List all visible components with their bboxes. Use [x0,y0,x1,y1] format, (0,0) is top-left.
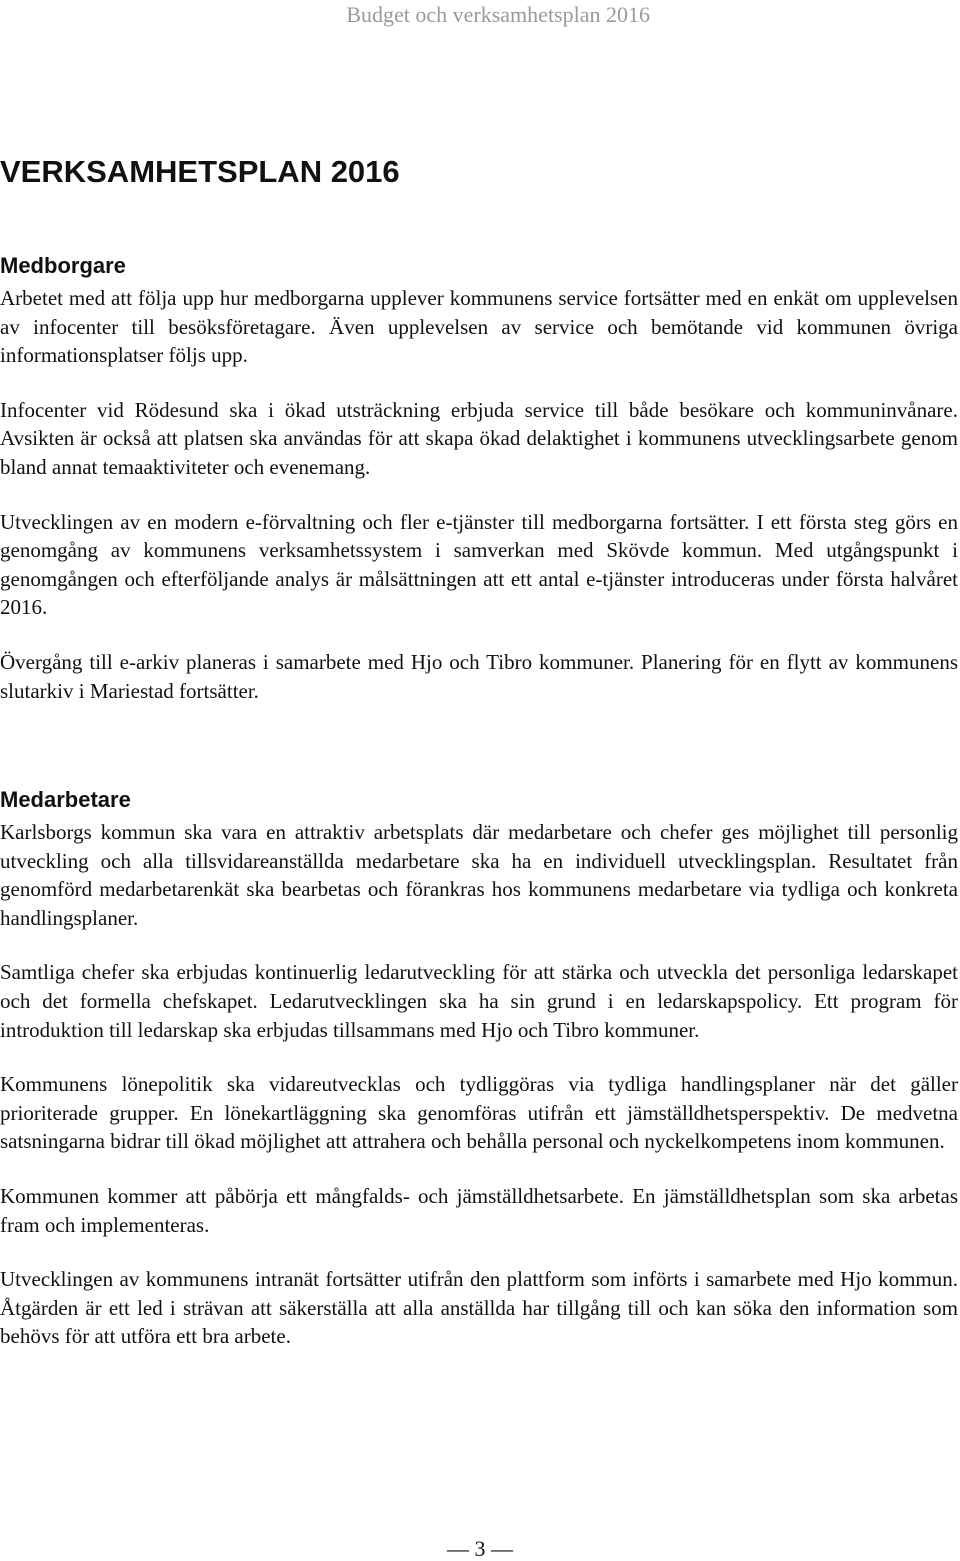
paragraph: Utvecklingen av kommunens intranät fortsätter utifrån den plattform som införts i samarbete med Hjo kommun. Åtgärden är ett led i strävan att säkerställa att alla anställda har tillgång till och kan söka den information som behövs för att utföra ett bra arbete. [0,1267,958,1349]
section-medborgare [0,252,958,705]
paragraph: Arbetet med att följa upp hur medborgarna upplever kommunens service fortsätter med en enkät om upplevelsen av infocenter till besöksföretagare. Även upplevelsen av service och bemötande vid kommunen övriga informationsplatser följs upp. [0,286,958,368]
paragraph: Infocenter vid Rödesund ska i ökad utsträckning erbjuda service till både besökare och kommuninvånare. Avsikten är också att platsen ska användas för att skapa ökad delaktighet i kommunens utvecklingsarbete genom bland annat temaaktiviteter och evenemang. [0,397,958,479]
running-header: Budget och verksamhetsplan 2016 [346,2,650,27]
section-heading: Medarbetare [0,787,131,812]
document-title: VERKSAMHETSPLAN 2016 [0,154,400,189]
paragraph: Samtliga chefer ska erbjudas kontinuerlig ledarutveckling för att stärka och utveckla det personliga ledarskapet och det formella chefskapet. Ledarutvecklingen ska ha sin grund i en ledarskapspolicy. Ett program för introduktion till ledarskap ska erbjudas tillsammans med Hjo och Tibro kommuner. [0,960,958,1042]
paragraph: Karlsborgs kommun ska vara en attraktiv arbetsplats där medarbetare och chefer ges möjlighet till personlig utveckling och alla tillsvidareanställda medarbetare ska ha en individuell utvecklingsplan. Resultatet från genomförd medarbetarenkät ska bearbetas och förankras hos kommunens medarbetare via tydliga och konkreta handlingsplaner. [0,820,958,930]
section-heading: Medborgare [0,253,126,278]
section-medarbetare [0,786,958,1351]
paragraph: Övergång till e-arkiv planeras i samarbete med Hjo och Tibro kommuner. Planering för en flytt av kommunens slutarkiv i Mariestad fortsätter. [0,649,958,703]
paragraph: Kommunen kommer att påbörja ett mångfalds- och jämställdhetsarbete. En jämställdhetsplan som ska arbetas fram och implementeras. [0,1183,958,1237]
page-number: — 3 — [447,1536,513,1561]
paragraph: Utvecklingen av en modern e-förvaltning och fler e-tjänster till medborgarna fortsätter. I ett första steg görs en genomgång av kommunens verksamhetssystem i samverkan med Skövde kommun. Med utgångspunkt i genomgången och efterföljande analys är målsättningen att ett antal e-tjänster introduceras under första halvåret 2016. [0,509,958,620]
paragraph: Kommunens lönepolitik ska vidareutvecklas och tydliggöras via tydliga handlingsplaner när det gäller prioriterade grupper. En lönekartläggning ska genomföras utifrån ett jämställdhetsperspektiv. De medvetna satsningarna bidrar till ökad möjlighet att attrahera och behålla personal och nyckelkompetens inom kommunen. [0,1072,958,1154]
